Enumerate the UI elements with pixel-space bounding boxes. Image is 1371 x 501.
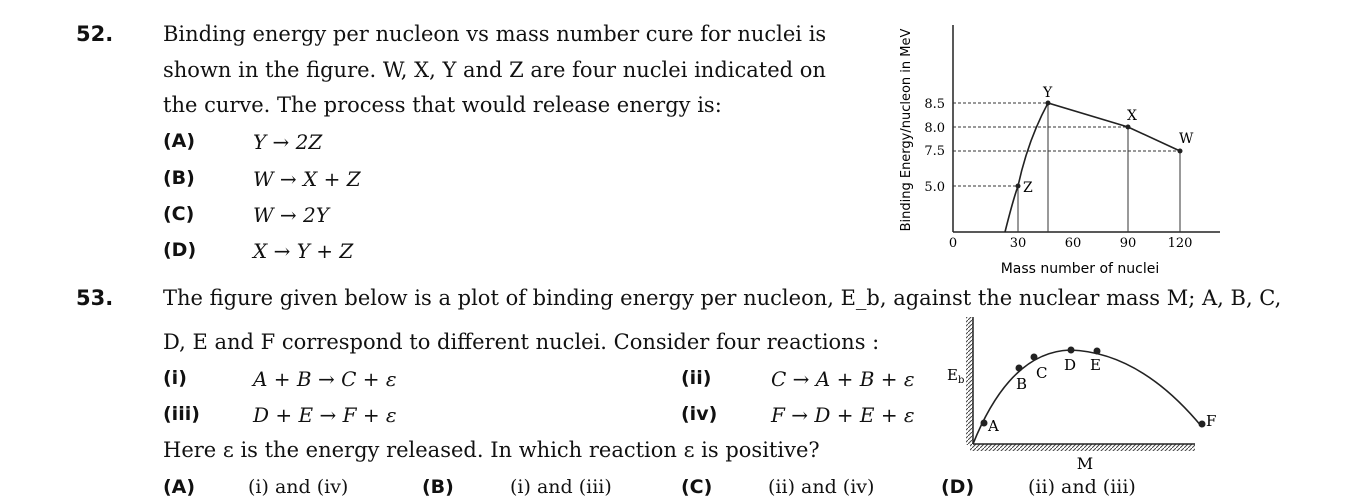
reaction-ii-text: C → A + B + ε — [771, 367, 915, 391]
label-b: B — [1016, 375, 1028, 393]
y-tick-5-0: 5.0 — [924, 180, 945, 195]
q52-option-c-label[interactable]: (C) — [163, 203, 195, 225]
q52-option-a-label[interactable]: (A) — [163, 130, 196, 152]
x-tick-0: 0 — [948, 236, 958, 251]
eb-vs-m-graph — [940, 312, 1230, 477]
point-x — [1126, 125, 1131, 130]
reaction-iv-text: F → D + E + ε — [771, 403, 915, 427]
q53-option-b-text[interactable]: (i) and (iii) — [510, 476, 612, 498]
reaction-i-text: A + B → C + ε — [253, 367, 397, 391]
label-d: D — [1064, 356, 1077, 374]
reaction-iii-label: (iii) — [163, 403, 200, 425]
q53-option-a-text[interactable]: (i) and (iv) — [248, 476, 349, 498]
question-52-line-1: Binding energy per nucleon vs mass number cure for nuclei is — [163, 22, 827, 46]
x-tick-120: 120 — [1167, 236, 1193, 251]
label-e: E — [1090, 356, 1101, 374]
point-w — [1178, 149, 1183, 154]
reaction-iv-label: (iv) — [681, 403, 718, 425]
q52-option-c-text[interactable]: W → 2Y — [253, 203, 329, 227]
label-z: Z — [1023, 180, 1033, 196]
question-53-prompt: Here ε is the energy released. In which reaction ε is positive? — [163, 438, 820, 462]
m-label: M — [1076, 454, 1094, 473]
point-z — [1016, 184, 1021, 189]
question-52-line-2: shown in the figure. W, X, Y and Z are four nuclei indicated on — [163, 58, 826, 82]
q53-option-d-label[interactable]: (D) — [941, 476, 975, 498]
question-53-number: 53. — [76, 286, 114, 310]
reaction-iii-text: D + E → F + ε — [253, 403, 397, 427]
x-tick-30: 30 — [1009, 236, 1027, 251]
q53-option-c-label[interactable]: (C) — [681, 476, 713, 498]
y-axis-hatch — [966, 317, 973, 445]
question-52-line-3: the curve. The process that would release energy is: — [163, 93, 722, 117]
question-53-line-1: The figure given below is a plot of binding energy per nucleon, E_b, against the nuclear mass M; A, B, C, — [163, 286, 1282, 310]
label-w: W — [1179, 131, 1194, 147]
q52-option-a-text[interactable]: Y → 2Z — [253, 130, 323, 154]
point-b — [1016, 365, 1023, 372]
q52-option-b-text[interactable]: W → X + Z — [253, 167, 361, 191]
y-tick-8-5: 8.5 — [924, 97, 945, 112]
label-f: F — [1206, 412, 1217, 430]
x-axis-hatch — [970, 444, 1195, 451]
eb-curve — [973, 350, 1202, 444]
q52-option-d-text[interactable]: X → Y + Z — [253, 239, 354, 263]
q53-option-c-text[interactable]: (ii) and (iv) — [768, 476, 875, 498]
reaction-ii-label: (ii) — [681, 367, 712, 389]
label-x: X — [1127, 108, 1137, 124]
x-tick-90: 90 — [1119, 236, 1137, 251]
eb-label: $E_b$ — [947, 366, 965, 386]
q53-option-b-label[interactable]: (B) — [422, 476, 454, 498]
binding-energy-graph — [895, 10, 1235, 285]
x-tick-60: 60 — [1064, 236, 1082, 251]
label-y: Y — [1043, 85, 1053, 101]
reaction-i-label: (i) — [163, 367, 187, 389]
y-tick-8-0: 8.0 — [924, 121, 945, 136]
q53-option-d-text[interactable]: (ii) and (iii) — [1028, 476, 1136, 498]
label-c: C — [1036, 364, 1048, 382]
y-tick-7-5: 7.5 — [924, 144, 945, 159]
point-f — [1199, 421, 1206, 428]
point-e — [1094, 348, 1101, 355]
be-curve — [1005, 103, 1180, 232]
point-a — [981, 420, 988, 427]
x-axis-label: Mass number of nuclei — [1000, 261, 1160, 277]
question-52-number: 52. — [76, 22, 114, 46]
point-c — [1031, 354, 1038, 361]
q52-option-d-label[interactable]: (D) — [163, 239, 197, 261]
point-y — [1046, 101, 1051, 106]
q53-option-a-label[interactable]: (A) — [163, 476, 196, 498]
label-a: A — [988, 417, 999, 435]
point-d — [1068, 347, 1075, 354]
q52-option-b-label[interactable]: (B) — [163, 167, 195, 189]
y-axis-label: Binding Energy/nucleon in MeV — [899, 28, 914, 232]
question-53-line-2: D, E and F correspond to different nuclei. Consider four reactions : — [163, 330, 880, 354]
